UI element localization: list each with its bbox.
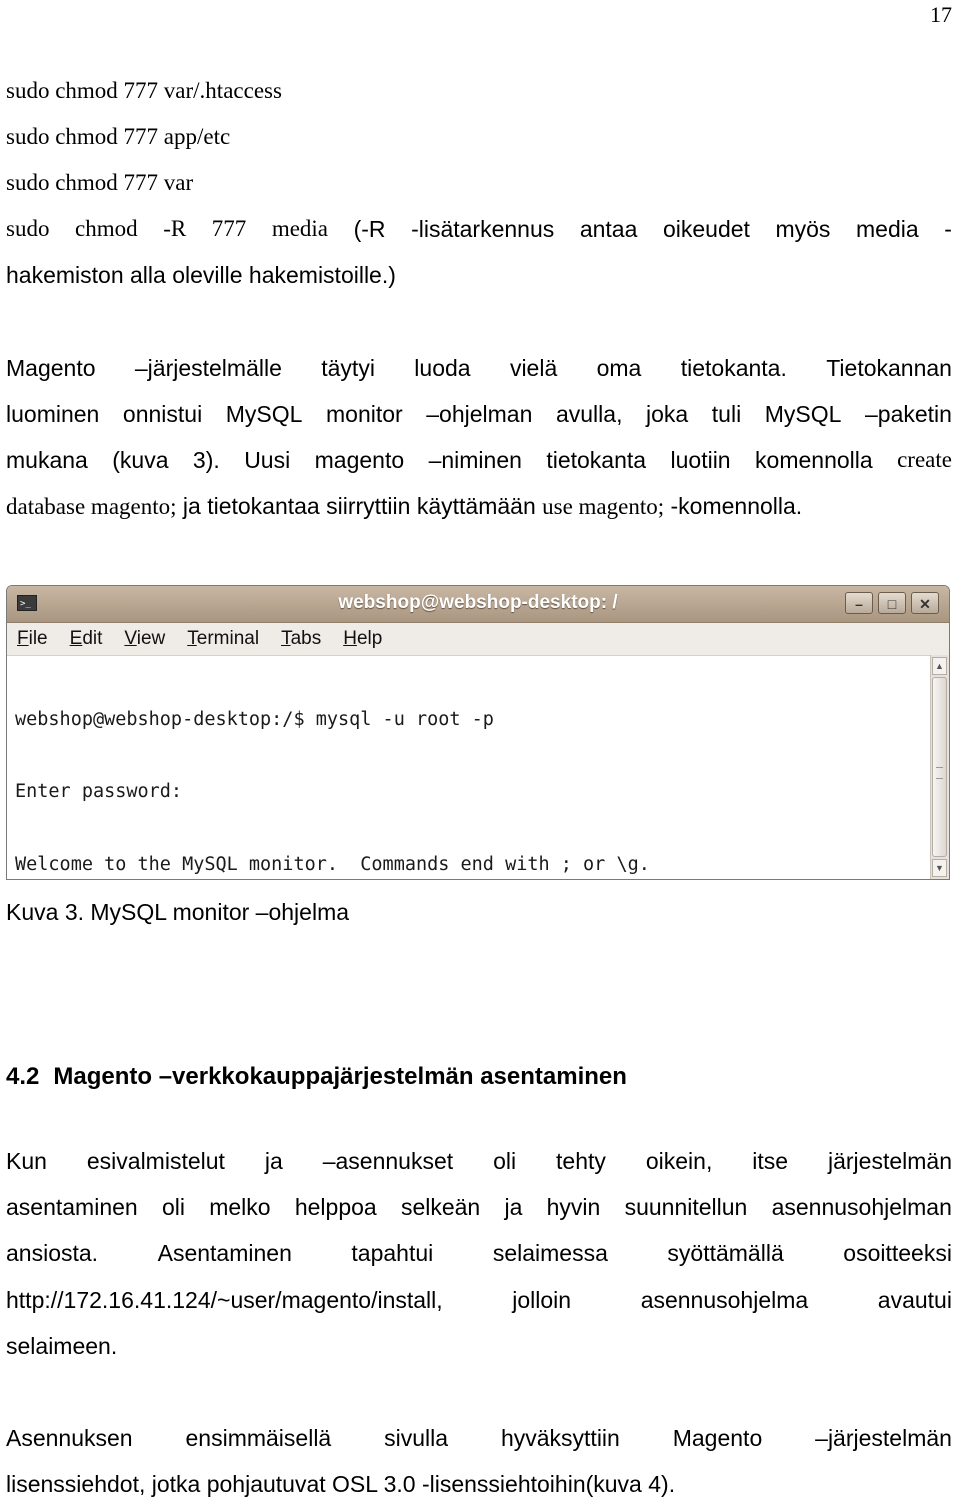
word: Kun <box>6 1148 47 1174</box>
window-title: webshop@webshop-desktop: / <box>338 592 618 613</box>
scrollbar-thumb[interactable] <box>932 677 947 857</box>
terminal-window <box>6 585 950 880</box>
word: ja <box>264 1148 283 1174</box>
word: melko <box>209 1194 271 1220</box>
word: helppoa <box>294 1194 377 1220</box>
word: luotiin <box>670 447 731 473</box>
word: komennolla <box>755 447 873 473</box>
word: suunnitellun <box>624 1194 748 1220</box>
paragraph-line <box>6 1238 952 1268</box>
terminal-icon: >_ <box>17 595 37 611</box>
menu-label: iew <box>136 628 166 649</box>
section-heading <box>6 1062 627 1092</box>
text-fragment: ja tietokantaa siirryttiin käyttämään <box>176 493 543 519</box>
paragraph-line <box>6 399 952 429</box>
word: myös <box>775 216 831 242</box>
word: järjestelmän <box>828 1148 952 1174</box>
word: tehty <box>556 1148 606 1174</box>
paragraph-line <box>6 1146 952 1176</box>
menu-edit[interactable] <box>70 628 103 650</box>
word: tietokanta <box>546 447 647 473</box>
word: ansiosta. <box>6 1240 99 1266</box>
command-line: sudo chmod 777 var <box>6 170 194 195</box>
menu-label: dit <box>82 628 103 649</box>
word: –niminen <box>428 447 522 473</box>
word: luoda <box>414 355 471 381</box>
word: -R <box>163 216 187 241</box>
paragraph-line <box>6 214 952 244</box>
scroll-down-icon[interactable]: ▼ <box>932 859 947 877</box>
word: joka <box>646 401 689 427</box>
word: selaimessa <box>492 1240 608 1266</box>
page-number: 17 <box>930 2 952 27</box>
word: hyväksyttiin <box>500 1425 620 1451</box>
word: MySQL <box>225 401 303 427</box>
word: chmod <box>75 216 138 241</box>
menu-file[interactable] <box>17 628 48 650</box>
text-fragment: -komennolla. <box>664 493 803 519</box>
command-line: sudo chmod 777 app/etc <box>6 124 231 149</box>
menu-terminal[interactable] <box>187 628 259 650</box>
word: 3). <box>192 447 220 473</box>
paragraph-line <box>6 1285 952 1315</box>
word: antaa <box>579 216 638 242</box>
word: ja <box>504 1194 523 1220</box>
grip-icon <box>936 767 943 779</box>
close-icon[interactable]: ✕ <box>911 592 939 614</box>
word: -lisätarkennus <box>411 216 555 242</box>
word: osoitteeksi <box>843 1240 952 1266</box>
word: Uusi <box>244 447 291 473</box>
terminal-line: Welcome to the MySQL monitor. Commands end with ; or \g. <box>15 854 650 876</box>
menu-tabs[interactable] <box>281 628 321 650</box>
word: - <box>944 216 952 242</box>
section-number: 4.2 <box>6 1063 40 1090</box>
word: ensimmäisellä <box>185 1425 332 1451</box>
menu-label: abs <box>290 628 322 649</box>
mnemonic: H <box>343 628 357 649</box>
paragraph-line: selaimeen. <box>6 1333 118 1359</box>
mnemonic: F <box>17 628 29 649</box>
word: tapahtui <box>351 1240 434 1266</box>
word: monitor <box>326 401 403 427</box>
word: –järjestelmän <box>815 1425 952 1451</box>
word: esivalmistelut <box>86 1148 225 1174</box>
word: sudo <box>6 216 50 241</box>
word: oli <box>493 1148 517 1174</box>
word: –paketin <box>865 401 952 427</box>
menu-label: elp <box>356 628 383 649</box>
paragraph-line <box>6 1192 952 1222</box>
word: avulla, <box>555 401 623 427</box>
scroll-up-icon[interactable]: ▲ <box>932 657 947 675</box>
word: –asennukset <box>322 1148 454 1174</box>
word: –ohjelman <box>426 401 533 427</box>
terminal-line: webshop@webshop-desktop:/$ mysql -u root -p <box>15 708 494 730</box>
word: mukana <box>6 447 88 473</box>
inline-code: use magento; <box>542 494 665 519</box>
word: vielä <box>509 355 558 381</box>
mnemonic: E <box>69 628 83 649</box>
word: Asennuksen <box>6 1425 133 1451</box>
word: tietokanta. <box>680 355 787 381</box>
paragraph-line <box>6 353 952 383</box>
paragraph-line <box>6 445 952 475</box>
paragraph-line <box>6 491 952 522</box>
minimize-icon[interactable]: – <box>845 592 873 614</box>
menu-help[interactable] <box>343 628 382 650</box>
word: 777 <box>211 216 247 241</box>
paragraph-line: lisenssiehdot, jotka pohjautuvat OSL 3.0 -lisenssiehtoihin(kuva 4). <box>6 1471 676 1497</box>
word: jolloin <box>512 1287 572 1313</box>
word: Tietokannan <box>826 355 952 381</box>
menu-label: ile <box>28 628 48 649</box>
mnemonic: T <box>281 628 291 649</box>
word: MySQL <box>764 401 842 427</box>
word: selkeän <box>400 1194 481 1220</box>
terminal-output[interactable] <box>7 655 931 879</box>
word: avautui <box>877 1287 952 1313</box>
scrollbar[interactable] <box>930 655 949 879</box>
word: media <box>271 216 329 241</box>
word: täytyi <box>321 355 375 381</box>
word: luominen <box>6 401 100 427</box>
word: sivulla <box>384 1425 449 1451</box>
mnemonic: V <box>124 628 137 649</box>
word: asentaminen <box>6 1194 138 1220</box>
window-controls <box>845 592 939 614</box>
word: Magento <box>6 355 96 381</box>
word: Magento <box>672 1425 763 1451</box>
word: Asentaminen <box>157 1240 292 1266</box>
word: oli <box>161 1194 185 1220</box>
word: onnistui <box>122 401 203 427</box>
word: (-R <box>353 216 386 242</box>
menu-view[interactable] <box>124 628 165 650</box>
word: asennusohjelma <box>640 1287 809 1313</box>
word: –järjestelmälle <box>134 355 282 381</box>
word: hyvin <box>546 1194 601 1220</box>
title-bar <box>7 586 949 623</box>
word: oikeudet <box>662 216 750 242</box>
menu-bar <box>7 623 949 656</box>
mnemonic: T <box>187 628 197 649</box>
word: (kuva <box>112 447 169 473</box>
word: syöttämällä <box>667 1240 784 1266</box>
command-line: sudo chmod 777 var/.htaccess <box>6 78 282 103</box>
word: asennusohjelman <box>771 1194 952 1220</box>
menu-label: erminal <box>196 628 260 649</box>
maximize-icon[interactable]: □ <box>878 592 906 614</box>
word: oma <box>596 355 642 381</box>
paragraph-line: hakemiston alla oleville hakemistoille.) <box>6 262 396 288</box>
word: magento <box>314 447 405 473</box>
terminal-line: Enter password: <box>15 781 183 803</box>
figure-caption: Kuva 3. MySQL monitor –ohjelma <box>6 899 350 925</box>
paragraph-line <box>6 1423 952 1453</box>
section-title: Magento –verkkokauppajärjestelmän asentaminen <box>53 1063 627 1090</box>
word: oikein, <box>645 1148 713 1174</box>
word: tuli <box>711 401 742 427</box>
word: media <box>856 216 919 242</box>
url-text: http://172.16.41.124/~user/magento/install, <box>6 1287 443 1313</box>
inline-code: database magento; <box>6 494 177 519</box>
word: itse <box>752 1148 789 1174</box>
word: create <box>897 447 952 472</box>
